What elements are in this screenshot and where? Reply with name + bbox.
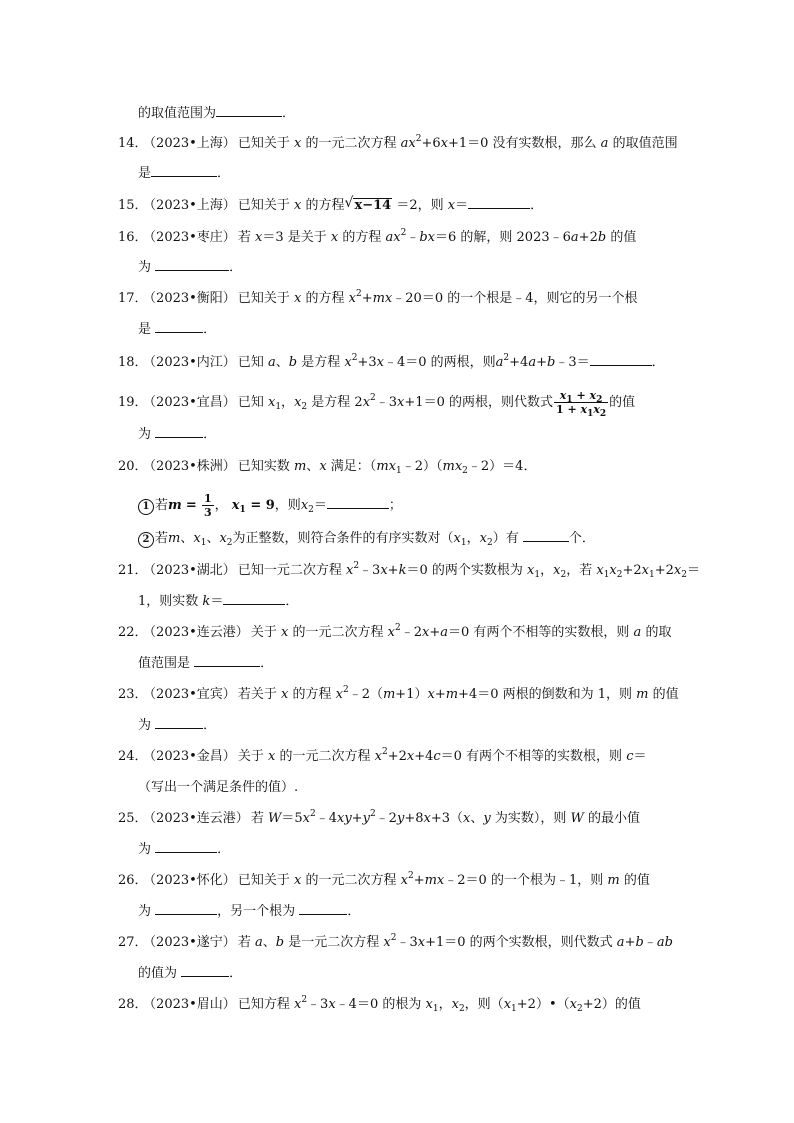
question-number: 17． bbox=[118, 291, 148, 306]
question-number: 25． bbox=[118, 811, 148, 826]
question-source: （2023•上海） bbox=[149, 136, 236, 151]
q-text: ＝0 的两个实数根为 bbox=[406, 563, 523, 578]
q-text: ，则（ bbox=[464, 997, 504, 1012]
question-16-line2: 为 ． bbox=[138, 260, 243, 275]
q-text: 是方程 bbox=[301, 355, 341, 370]
q-text: 若 bbox=[237, 230, 251, 245]
question-source: （2023•衡阳） bbox=[149, 291, 236, 306]
question-18: 18． （2023•内江） 已知 a、b 是方程 $x^2+3x﹣4=0$ 的两根，则$a^2+4a+b﹣3=$ ． bbox=[118, 353, 665, 370]
q-text: 的取 bbox=[645, 625, 672, 640]
q-text: 若 bbox=[155, 531, 169, 546]
q-text: ﹣2）＝4． bbox=[467, 459, 537, 474]
question-25-line2: 为 ． bbox=[138, 842, 231, 857]
question-source: （2023•金昌） bbox=[149, 749, 236, 764]
q-text: 的方程 bbox=[292, 687, 332, 702]
q-text: 个． bbox=[568, 531, 595, 546]
fraction: $\frac{x_1 + x_2}{1 + x_1x_2}$ bbox=[555, 389, 607, 419]
q-text: 是 bbox=[138, 322, 152, 337]
q-text: 已知 bbox=[237, 395, 264, 410]
q-text: ＝ bbox=[313, 498, 327, 513]
circled-number-2: 2 bbox=[138, 532, 154, 548]
question-source: （2023•眉山） bbox=[149, 997, 236, 1012]
question-source: （2023•宜宾） bbox=[149, 687, 236, 702]
question-19: 19． （2023•宜昌） 已知 $x_1$，$x_2$ 是方程 $2x^2﹣3x+1=0$ 的两根，则代数式 $\frac{x_1 + x_2}{1 + x_1x_2}$ 的值 bbox=[118, 389, 636, 419]
question-28: 28． （2023•眉山） 已知方程 $x^2﹣3x﹣4=0$ 的根为 $x_1$，$x_2$，则$(x_1+2)•(x_2+2)$的值 bbox=[118, 995, 641, 1014]
question-27: 27． （2023•遂宁） 若 a、b 是一元二次方程 $x^2﹣3x+1=0$ 的两个实数根，则代数式 a+b﹣ab bbox=[118, 933, 673, 950]
q-text: 为 bbox=[138, 842, 152, 857]
q-text: 为 bbox=[138, 427, 152, 442]
question-25: 25． （2023•连云港） 若 $W=5x^2﹣4xy+y^2﹣2y+8x+3(x$、y 为实数），则 W 的最小值 bbox=[118, 809, 641, 826]
question-number: 24． bbox=[118, 749, 148, 764]
question-number: 19． bbox=[118, 395, 148, 410]
question-15: 15． （2023•上海） 已知关于 x 的方程√ x−14 ＝2，则 x＝ ． bbox=[118, 196, 674, 216]
q-text: 的值 bbox=[652, 687, 679, 702]
q-text: ，若 bbox=[566, 563, 593, 578]
question-number: 21． bbox=[118, 563, 148, 578]
q-text: 已知实数 bbox=[237, 459, 290, 474]
question-number: 20． bbox=[118, 459, 148, 474]
q-text: 已知关于 bbox=[237, 198, 290, 213]
q-text: 若关于 bbox=[237, 687, 277, 702]
answer-blank[interactable] bbox=[468, 196, 530, 209]
q-text: 的值 bbox=[609, 395, 636, 410]
q-var: k bbox=[202, 594, 211, 609]
circled-number-1: 1 bbox=[138, 499, 154, 515]
q-text: ＝0 有两个不相等的实数根，则 bbox=[447, 625, 630, 640]
q-text: 的一元二次方程 bbox=[305, 873, 397, 888]
q-text: 的取值范围 bbox=[612, 136, 678, 151]
answer-blank[interactable] bbox=[155, 320, 203, 333]
q-text: 的值 bbox=[623, 873, 650, 888]
question-24-line2 bbox=[138, 778, 674, 798]
q-text: ﹣2）（ bbox=[401, 459, 443, 474]
radicand: x−14 bbox=[354, 198, 392, 213]
q-text: ＝0 的两根，则代数式 bbox=[423, 395, 553, 410]
q-text: ）的值 bbox=[601, 997, 641, 1012]
q-text: ＝ bbox=[455, 198, 469, 213]
q-text: ＝2，则 bbox=[396, 198, 444, 213]
question-number: 16． bbox=[118, 230, 148, 245]
q-text: ＝ bbox=[576, 355, 590, 370]
question-source: （2023•遂宁） bbox=[149, 935, 236, 950]
q-text: ）有 bbox=[492, 531, 519, 546]
q-text: 为实数），则 bbox=[494, 811, 567, 826]
question-19-line2: 为 ． bbox=[138, 427, 217, 442]
question-26: 26． （2023•怀化） 已知关于 x 的一元二次方程 $x^2+mx﹣2=0$ 的一个根为﹣1，则 m 的值 bbox=[118, 871, 650, 888]
answer-blank[interactable] bbox=[155, 902, 217, 915]
answer-blank[interactable] bbox=[155, 258, 229, 271]
q-text: 已知 bbox=[237, 355, 264, 370]
question-27-line2: 的值为 ． bbox=[138, 966, 243, 981]
q-text: 为 bbox=[138, 904, 152, 919]
question-source: （2023•上海） bbox=[149, 198, 236, 213]
question-17-line2: 是 ． bbox=[138, 322, 217, 337]
q-text: ＝0 有两个不相等的实数根，则 bbox=[440, 749, 623, 764]
answer-blank[interactable] bbox=[155, 716, 203, 729]
q-text: 的方程 bbox=[305, 198, 345, 213]
question-16: 16． （2023•枣庄） 若 x＝3 是关于 x 的方程 $ax^2﹣bx=6$ 的解，则 2023﹣6a+2b 的值 bbox=[118, 228, 637, 245]
question-22: 22． （2023•连云港） 关于 x 的一元二次方程 $x^2﹣2x+a=0$ 有两个不相等的实数根，则 a 的取 bbox=[118, 623, 672, 640]
question-number: 27． bbox=[118, 935, 148, 950]
question-14-line2: 是 ． bbox=[138, 166, 231, 181]
question-20-sub2: 2 若m、$x_1$、$x_2$为正整数，则符合条件的有序实数对（$x_1$，$x_2$）有 个． bbox=[138, 529, 674, 549]
q-text: （写出一个满足条件的值）. bbox=[138, 780, 299, 795]
q-text: ＝ bbox=[210, 594, 224, 609]
question-20: 20． （2023•株洲） 已知实数 m、x 满足：$(mx_1﹣2)(mx_2﹣2)=4$． bbox=[118, 459, 537, 476]
question-source: （2023•怀化） bbox=[149, 873, 236, 888]
answer-blank[interactable] bbox=[590, 353, 652, 366]
q-text: ＝0 的根为 bbox=[356, 997, 422, 1012]
answer-blank[interactable] bbox=[216, 104, 282, 117]
question-source: （2023•湖北） bbox=[149, 563, 236, 578]
question-14: 14． （2023•上海） 已知关于 x 的一元二次方程 $ax^2+6x+1=0$ 没有实数根，那么 a 的取值范围 bbox=[118, 134, 678, 151]
question-23: 23． （2023•宜宾） 若关于 x 的方程 $x^2﹣2(m+1)x+m+4=0$ 两根的倒数和为 1，则 m 的值 bbox=[118, 685, 679, 702]
q-text: 值范围是 bbox=[138, 656, 191, 671]
q-text: 为正整数，则符合条件的有序实数对（ bbox=[232, 531, 454, 546]
question-source: （2023•株洲） bbox=[149, 459, 236, 474]
q-text: ，则 bbox=[274, 498, 301, 513]
question-source: （2023•连云港） bbox=[149, 811, 249, 826]
question-20-sub1: 1 若m = $\frac{1}{3}$ ， $x_1 = 9$，则$x_2=$ ； bbox=[138, 492, 674, 512]
q-text: ）•（ bbox=[535, 997, 570, 1012]
continuation-line: 的取值范围为 ． bbox=[138, 106, 296, 121]
q-text: ＝0 的一个根是﹣4，则它的另一个根 bbox=[421, 291, 638, 306]
question-number: 14． bbox=[118, 136, 148, 151]
q-text: ＝0 没有实数根，那么 bbox=[467, 136, 597, 151]
q-text: ＝0 的一个根为﹣1，则 bbox=[465, 873, 604, 888]
question-21-line2: 1，则实数 k＝ ． bbox=[138, 594, 299, 609]
answer-blank[interactable] bbox=[194, 654, 260, 667]
q-text: 若 bbox=[237, 935, 251, 950]
q-text: ＝6 的解，则 2023﹣6 bbox=[435, 230, 571, 245]
q-text: 为 bbox=[138, 260, 152, 275]
q-text: 已知方程 bbox=[237, 997, 290, 1012]
continuation-text: 的取值范围为 bbox=[138, 106, 217, 121]
question-24: 24． （2023•金昌） 关于 x 的一元二次方程 $x^2+2x+4c=0$ 有两个不相等的实数根，则 c＝ bbox=[118, 747, 647, 764]
q-text: 的一元二次方程 bbox=[292, 625, 384, 640]
q-text: ，另一个根为 bbox=[217, 904, 296, 919]
question-number: 18． bbox=[118, 355, 148, 370]
q-text: 已知关于 bbox=[237, 873, 290, 888]
answer-blank[interactable] bbox=[155, 425, 203, 438]
fraction: $\frac{1}{3}$ bbox=[203, 492, 212, 519]
q-text: 若 bbox=[250, 811, 264, 826]
answer-blank[interactable] bbox=[181, 964, 229, 977]
q-text: 的值 bbox=[610, 230, 637, 245]
q-text: 若 bbox=[155, 498, 169, 513]
q-text: 是一元二次方程 bbox=[288, 935, 380, 950]
q-var: m bbox=[168, 498, 182, 513]
question-source: （2023•宜昌） bbox=[149, 395, 236, 410]
question-source: （2023•连云港） bbox=[149, 625, 249, 640]
q-text: ＝0 的两个实数根，则代数式 bbox=[444, 935, 613, 950]
question-number: 15． bbox=[118, 198, 148, 213]
answer-blank[interactable] bbox=[223, 592, 285, 605]
q-text: （ bbox=[450, 811, 464, 826]
q-text: 两根的倒数和为 1，则 bbox=[502, 687, 633, 702]
question-source: （2023•内江） bbox=[149, 355, 236, 370]
question-number: 28． bbox=[118, 997, 148, 1012]
q-text: 已知关于 bbox=[237, 136, 290, 151]
question-17: 17． （2023•衡阳） 已知关于 x 的方程 $x^2+mx﹣20=0$ 的一个根是﹣4，则它的另一个根 bbox=[118, 289, 638, 306]
question-23-line2: 为 ． bbox=[138, 718, 217, 733]
question-21: 21． （2023•湖北） 已知一元二次方程 $x^2﹣3x+k=0$ 的两个实数根为 $x_1$，$x_2$，若 $x_1x_2+2x_1+2x_2=$ bbox=[118, 561, 701, 580]
q-text: 关于 bbox=[250, 625, 277, 640]
q-text: 的一元二次方程 bbox=[305, 136, 397, 151]
answer-blank[interactable] bbox=[523, 529, 569, 542]
q-text: 的方程 bbox=[305, 291, 345, 306]
q-text: 的最小值 bbox=[588, 811, 641, 826]
answer-blank[interactable] bbox=[151, 164, 217, 177]
q-text: 是 bbox=[138, 166, 152, 181]
answer-blank[interactable] bbox=[299, 902, 347, 915]
q-text: 已知关于 bbox=[237, 291, 290, 306]
q-text: 为 bbox=[138, 718, 152, 733]
question-source: （2023•枣庄） bbox=[149, 230, 236, 245]
q-text: 的值为 bbox=[138, 966, 178, 981]
question-22-line2: 值范围是 ． bbox=[138, 656, 274, 671]
q-text: ＝0 的两根，则 bbox=[405, 355, 496, 370]
question-26-line2: 为 ，另一个根为 ． bbox=[138, 904, 361, 919]
answer-blank[interactable] bbox=[155, 840, 217, 853]
q-text: 已知一元二次方程 bbox=[237, 563, 342, 578]
q-text: 关于 bbox=[237, 749, 264, 764]
question-number: 23． bbox=[118, 687, 148, 702]
question-number: 26． bbox=[118, 873, 148, 888]
question-number: 22． bbox=[118, 625, 148, 640]
q-text: 的方程 bbox=[342, 230, 382, 245]
square-root bbox=[353, 198, 392, 213]
q-text: ＝3 是关于 bbox=[262, 230, 327, 245]
q-text: 的一元二次方程 bbox=[279, 749, 371, 764]
q-text: 1，则实数 bbox=[138, 594, 199, 609]
q-text: 满足：（ bbox=[330, 459, 377, 474]
q-text: 是方程 2 bbox=[311, 395, 363, 410]
answer-blank[interactable] bbox=[327, 496, 389, 509]
